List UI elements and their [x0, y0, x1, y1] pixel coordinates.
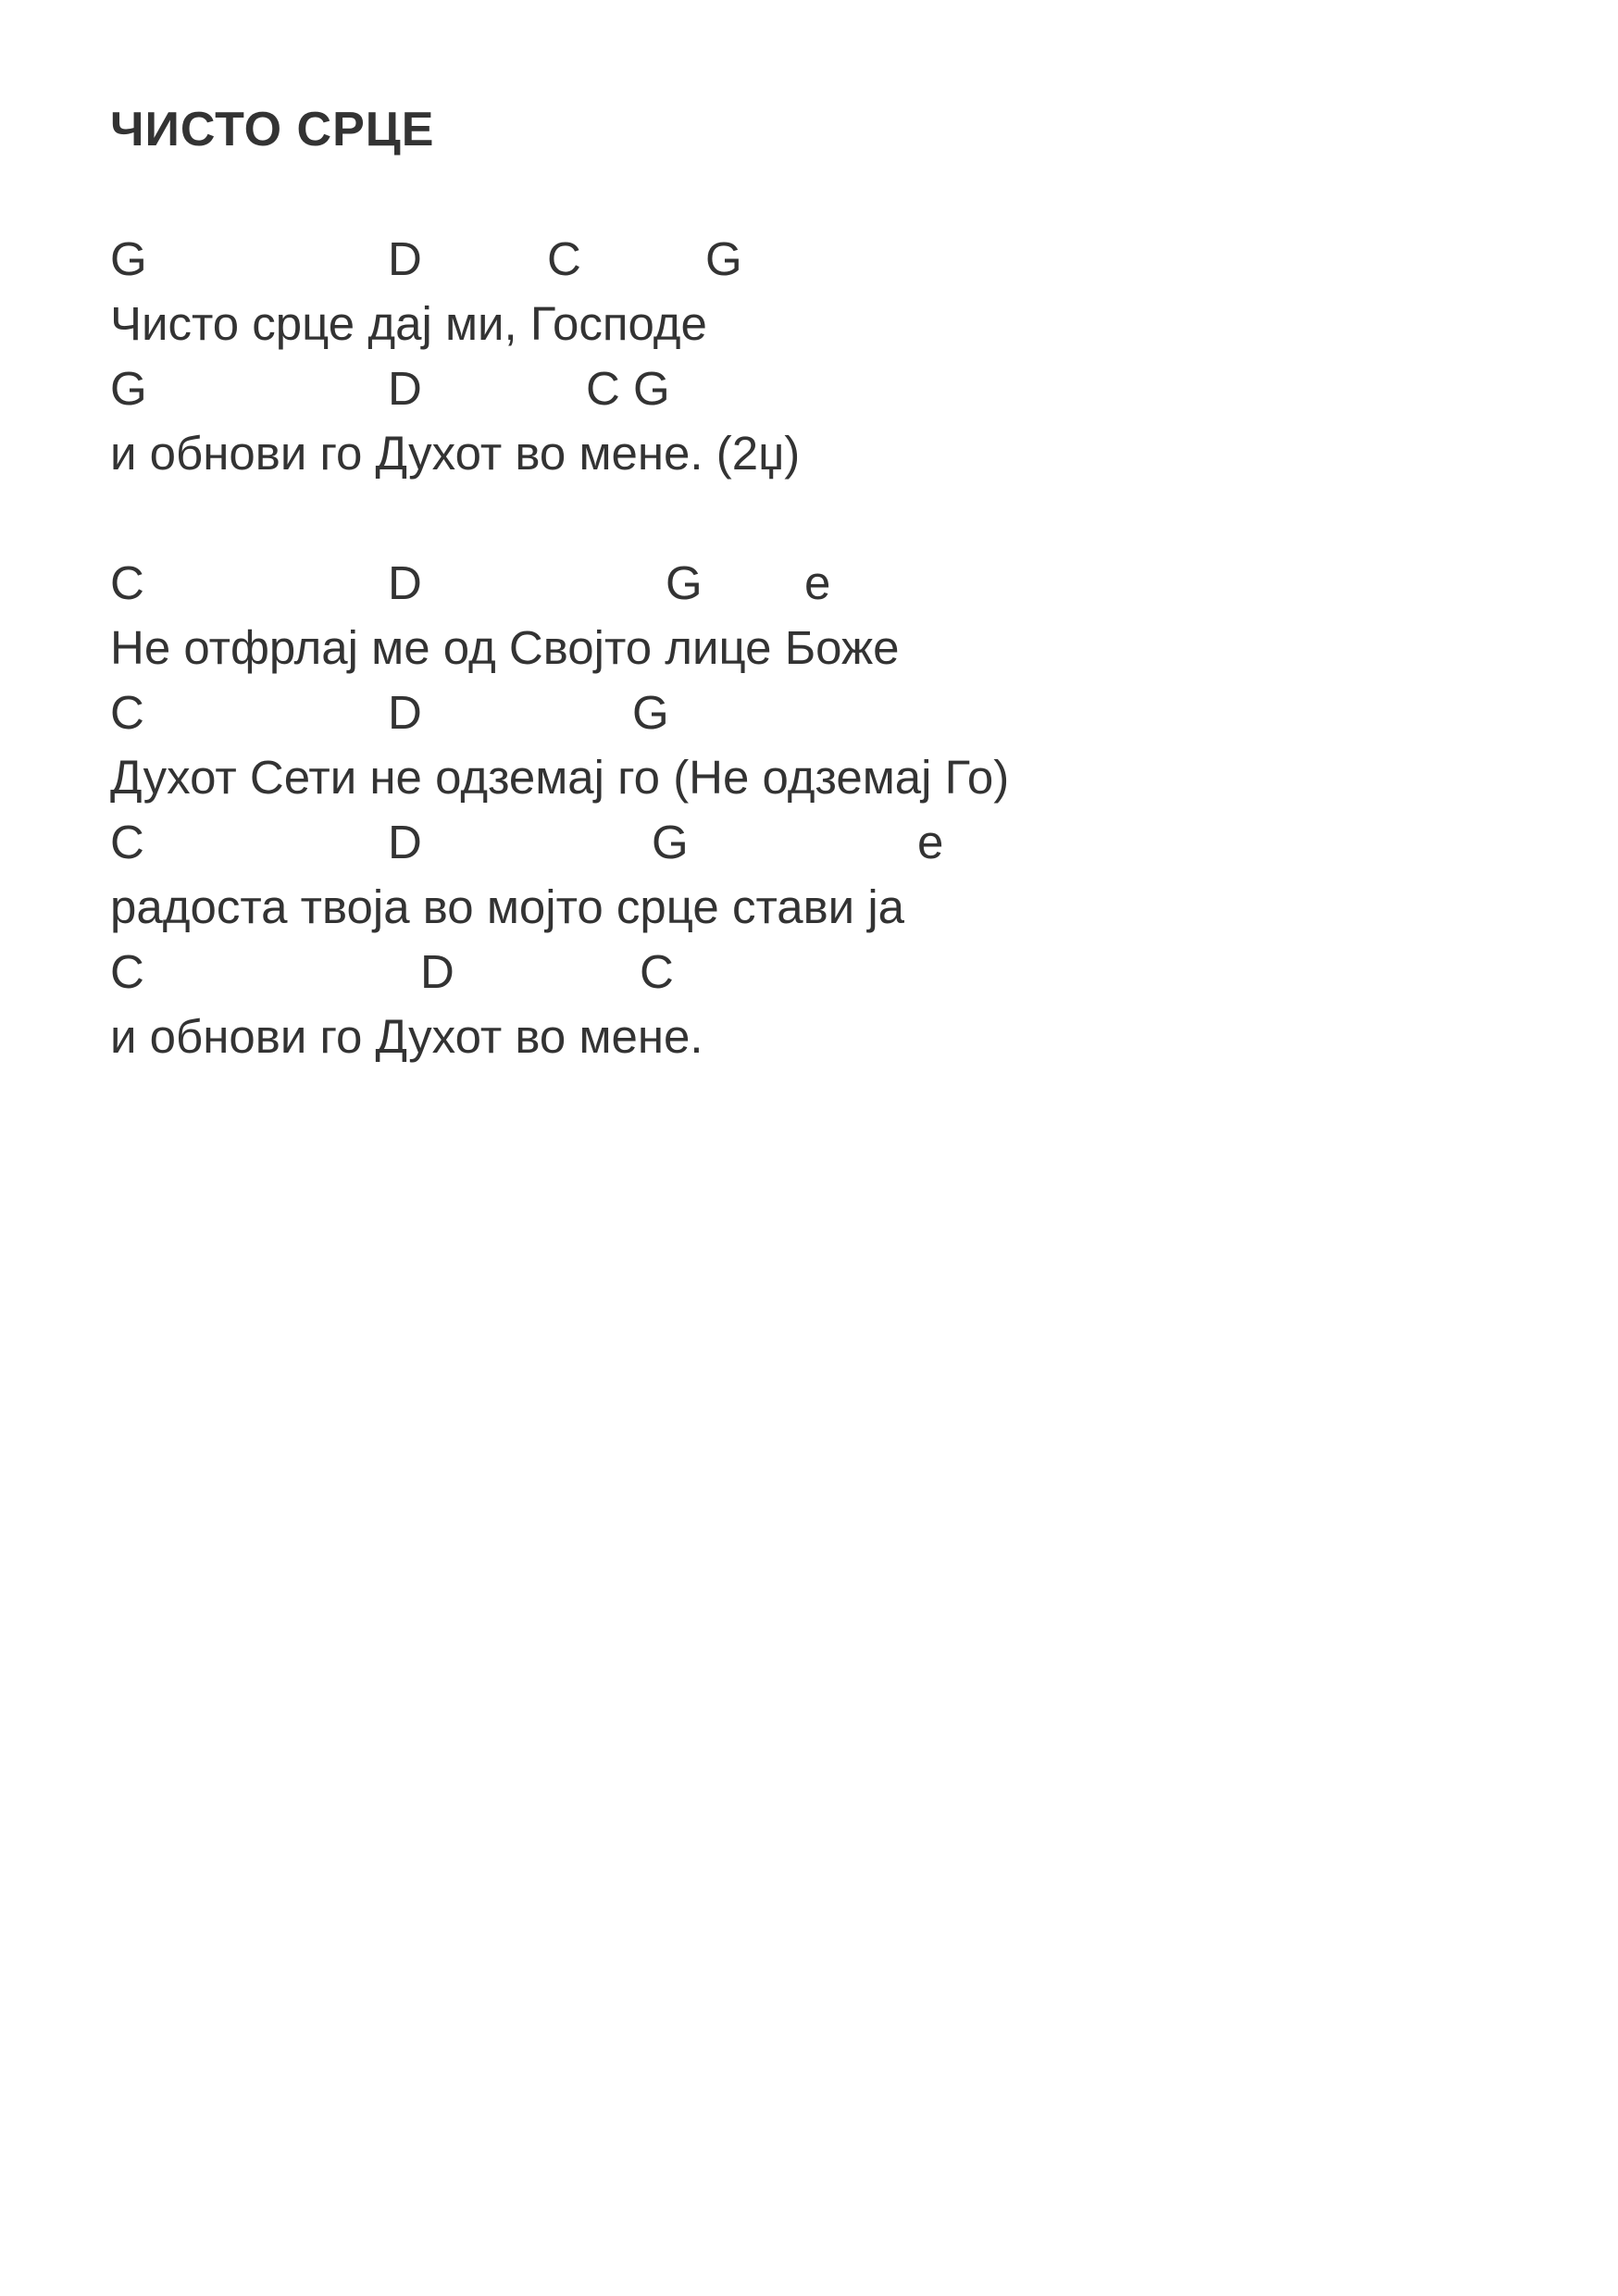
chord: C G [586, 362, 670, 415]
chord: G [652, 816, 689, 868]
song-title: ЧИСТО СРЦЕ [110, 103, 435, 156]
lyric-text: и обнови го Духот во мене. [110, 1010, 703, 1063]
chord: G [632, 686, 669, 739]
chord: e [804, 556, 831, 609]
chord: D [388, 686, 422, 739]
chord: D [388, 362, 422, 415]
chord: G [110, 232, 147, 285]
chord: D [388, 556, 422, 609]
lyric-text: Духот Сети не одземај го (Не одземај Го) [110, 751, 1010, 804]
chord: C [110, 816, 144, 868]
lyric-text: Чисто срце дај ми, Господе [110, 297, 707, 350]
chord: D [420, 945, 454, 998]
chord: C [110, 556, 144, 609]
chord: e [917, 816, 944, 868]
chord: C [110, 686, 144, 739]
chord: C [640, 945, 674, 998]
chord: D [388, 232, 422, 285]
chord: G [666, 556, 703, 609]
chord: C [110, 945, 144, 998]
chord: G [110, 362, 147, 415]
chord: D [388, 816, 422, 868]
lyric-text: и обнови го Духот во мене. (2џ) [110, 427, 801, 480]
lyric-text: Не отфрлај ме од Својто лице Боже [110, 621, 900, 674]
chord: C [547, 232, 581, 285]
lyric-text: радоста твоја во мојто срце стави ја [110, 880, 905, 933]
chord: G [705, 232, 742, 285]
